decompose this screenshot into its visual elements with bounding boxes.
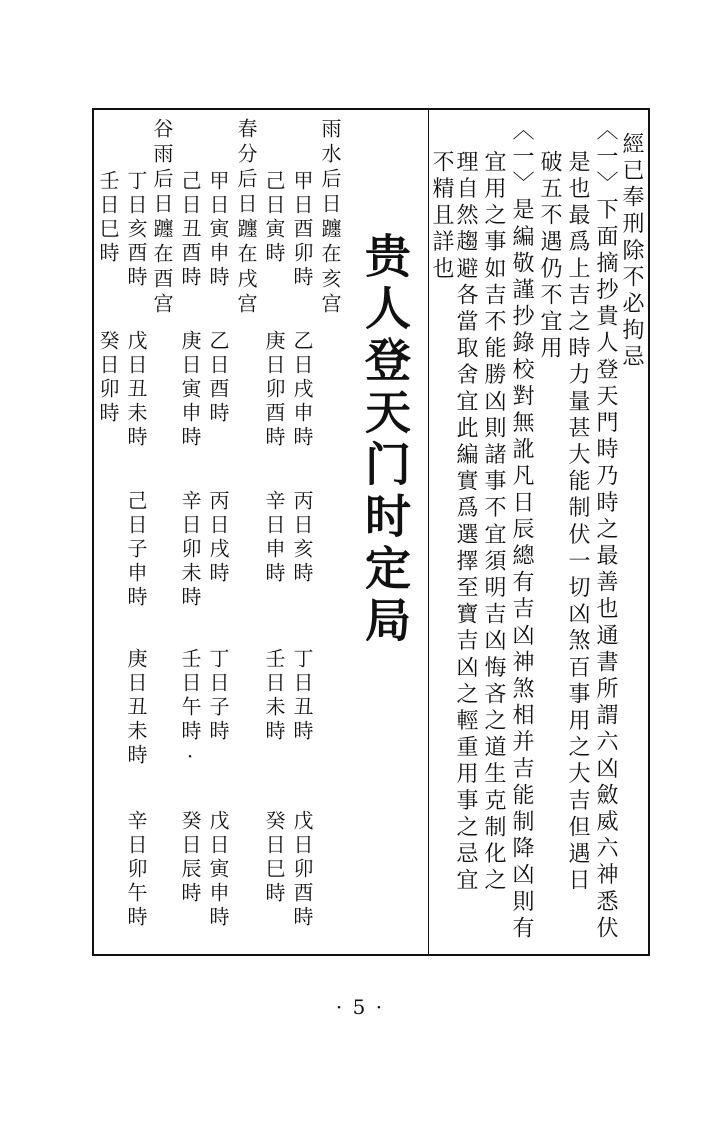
day-hour-entry: 癸日卯時 — [96, 330, 120, 426]
section-heading: 谷雨后日躔在酉宫 — [150, 118, 174, 318]
day-hour-entry: 壬日午時· — [178, 648, 202, 772]
day-hour-entry: 丙日戌時 — [206, 490, 230, 586]
day-hour-entry: 辛日申時 — [262, 490, 286, 586]
day-hour-entry: 丙日亥時 — [290, 490, 314, 586]
day-hour-entry: 己日寅時 — [262, 170, 286, 266]
day-hour-entry: 壬日巳時 — [96, 170, 120, 266]
annotation-line: 經已奉刑除不必拘忌 — [619, 132, 644, 372]
day-hour-entry: 甲日寅申時 — [206, 170, 230, 290]
section-heading: 春分后日躔在戌宫 — [234, 118, 258, 318]
day-hour-entry: 辛日卯未時 — [178, 490, 202, 610]
day-hour-entry: 戊日寅申時 — [206, 810, 230, 930]
section-heading: 雨水后日躔在亥宫 — [318, 118, 342, 318]
day-hour-entry: 癸日巳時 — [262, 810, 286, 906]
day-hour-entry: 丁日子時 — [206, 648, 230, 744]
day-hour-entry: 乙日酉時 — [206, 330, 230, 426]
page-number: · 5 · — [335, 995, 385, 1019]
day-hour-entry: 戊日卯酉時 — [290, 810, 314, 930]
annotation-line: 宜用之事如吉不能勝凶則諸事不宜須明吉凶悔吝之道生克制化之 — [481, 150, 506, 895]
day-hour-entry: 庚日寅申時 — [178, 330, 202, 450]
annotation-line: 理自然趨避各當取舍宜此編實爲選擇至寶吉凶之輕重用事之忌宜 — [453, 150, 478, 895]
day-hour-entry: 辛日卯午時 — [124, 810, 148, 930]
day-hour-entry: 乙日戌申時 — [290, 330, 314, 450]
page-title: 贵人登天门时定局 — [358, 232, 412, 648]
day-hour-entry: 己日丑酉時 — [178, 170, 202, 290]
day-hour-entry: 癸日辰時 — [178, 810, 202, 906]
annotation-line: 〈一〉是編敬謹抄錄校對無訛凡日辰總有吉凶神煞相并吉能制降凶則有 — [509, 118, 534, 943]
annotation-line: 破五不遇仍不宜用 — [537, 150, 562, 363]
annotation-line: 不精且詳也 — [429, 150, 454, 283]
day-hour-entry: 丁日亥酉時 — [124, 170, 148, 290]
day-hour-entry: 壬日未時 — [262, 648, 286, 744]
day-hour-entry: 戊日丑未時 — [124, 330, 148, 450]
day-hour-entry: 甲日酉卯時 — [290, 170, 314, 290]
day-hour-entry: 庚日丑未時 — [124, 648, 148, 768]
day-hour-entry: 庚日卯酉時 — [262, 330, 286, 450]
day-hour-entry: 丁日丑時 — [290, 648, 314, 744]
annotation-line: 〈一〉下面摘抄貴人登天門時乃時之最善也通書所謂六凶斂威六神悉伏 — [593, 118, 618, 943]
annotation-line: 是也最爲上吉之時力量甚大能制伏一切凶煞百事用之大吉但遇日 — [565, 150, 590, 895]
day-hour-entry: 己日子申時 — [124, 490, 148, 610]
